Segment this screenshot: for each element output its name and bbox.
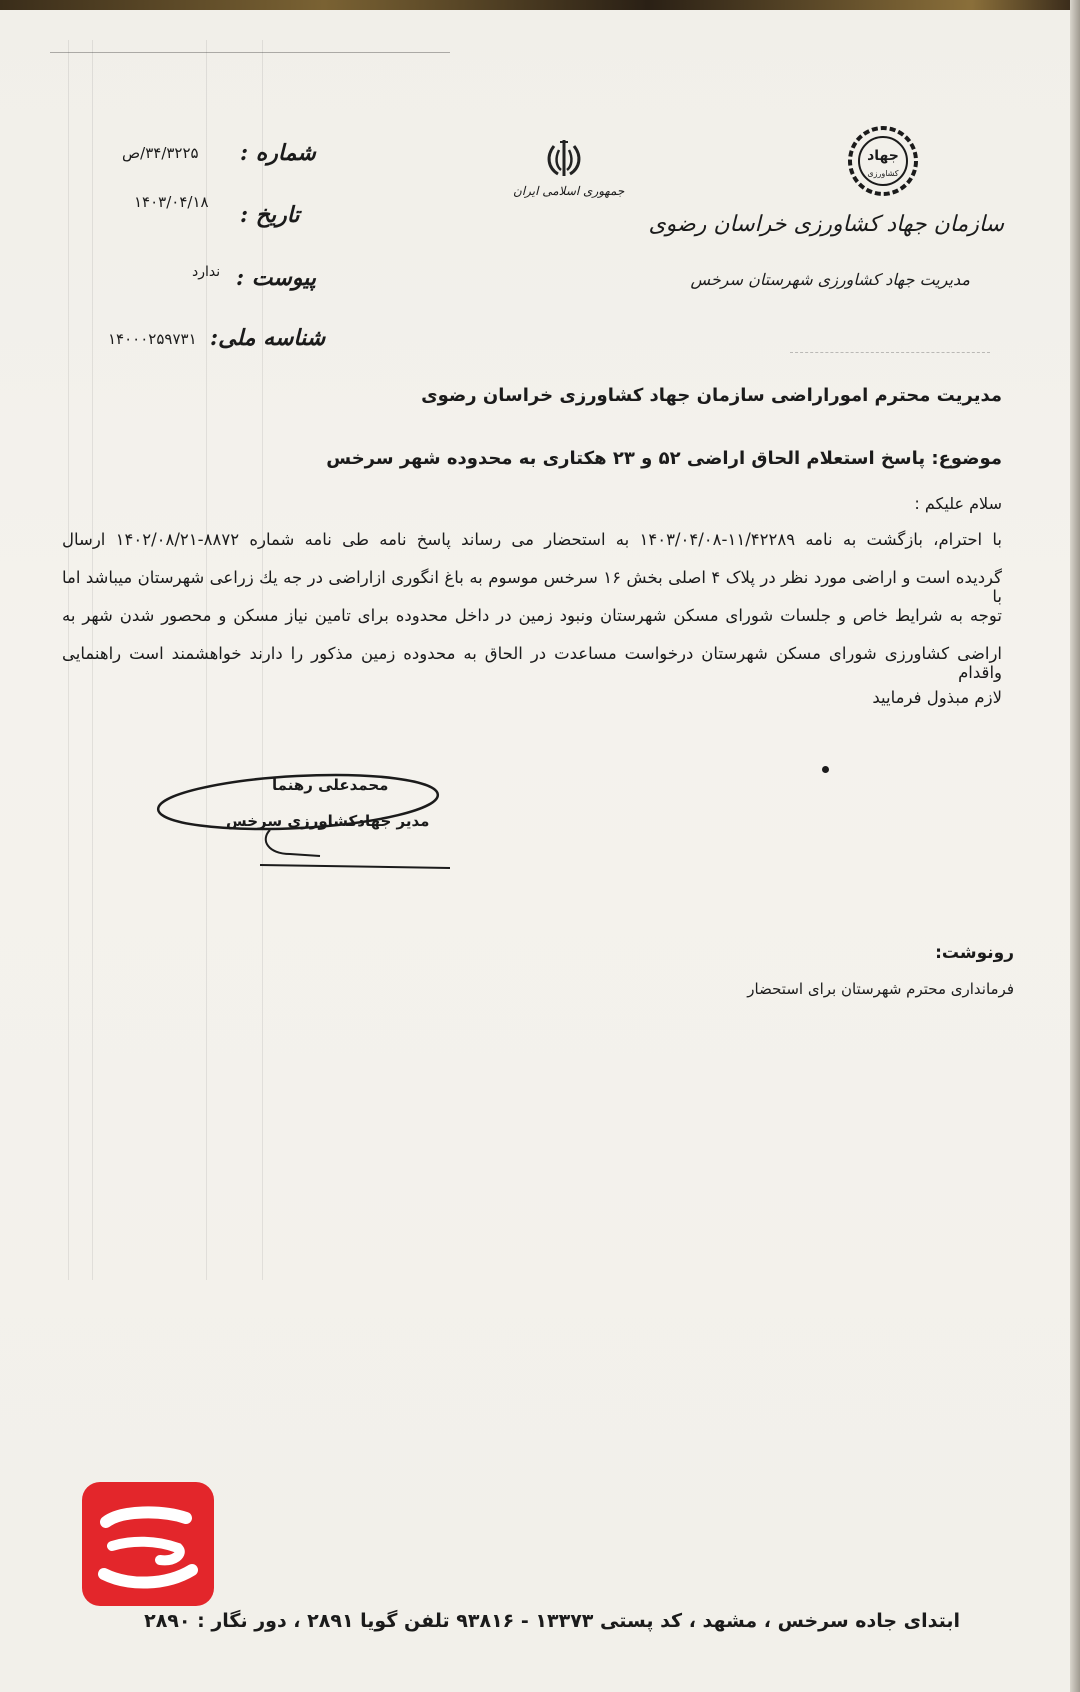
header-rule [50, 52, 450, 53]
svg-text:جهاد: جهاد [867, 148, 899, 164]
jahad-logo-icon [846, 124, 920, 198]
date-value: ۱۴۰۳/۰۴/۱۸ [134, 193, 209, 211]
org-name: سازمان جهاد کشاورزی خراسان رضوی [648, 212, 1004, 237]
number-value: ۳۴/۳۲۲۵/ص [122, 144, 199, 162]
cc-label: رونوشت: [935, 943, 1014, 963]
svg-text:کشاورزی: کشاورزی [867, 169, 899, 178]
org-subunit: مدیریت جهاد کشاورزی شهرستان سرخس [690, 270, 970, 289]
cc-recipient: فرمانداری محترم شهرستان برای استحضار [747, 980, 1014, 998]
number-label: شماره : [240, 140, 316, 166]
divider [790, 352, 990, 354]
body-line: اراضی کشاورزی شورای مسکن شهرستان درخواست مساعدت در الحاق به محدوده زمین مذکور را دارند خواهشمند است راهنمایی واقدام [62, 644, 1002, 682]
subject: موضوع: پاسخ استعلام الحاق اراضی ۵۲ و ۲۳ هکتاری به محدوده شهر سرخس [326, 448, 1002, 469]
svg-text:صبح: صبح [147, 1600, 149, 1601]
attachment-value: ندارد [192, 264, 221, 280]
body-line: توجه به شرایط خاص و جلسات شورای مسکن شهرستان ونبود زمین در داخل محدوده برای تامین نیاز مسکن و محصور شدن شهر به [62, 606, 1002, 625]
date-label: تاریخ : [240, 202, 300, 228]
scan-right-edge [1070, 0, 1080, 1692]
greeting: سلام علیکم : [914, 494, 1002, 513]
iran-emblem-icon [540, 134, 588, 182]
ink-dot [822, 766, 829, 773]
national-id-label: شناسه ملی: [210, 325, 326, 351]
footer-address: ابتدای جاده سرخس ، مشهد ، کد پستی ۱۳۳۷۳ - ۹۳۸۱۶ تلفن گویا ۲۸۹۱ ، دور نگار : ۲۸۹۰ [144, 1610, 960, 1632]
signer-name: محمدعلی رهنما [272, 776, 389, 794]
scan-top-edge [0, 0, 1080, 10]
body-last-line: لازم مبذول فرمایید [872, 688, 1002, 707]
emblem-caption: جمهوری اسلامی ایران [513, 184, 625, 198]
national-id-value: ۱۴۰۰۰۲۵۹۷۳۱ [108, 330, 197, 348]
recipient: مدیریت محترم اموراراضی سازمان جهاد کشاورزی خراسان رضوی [421, 385, 1002, 406]
body-line: با احترام، بازگشت به نامه ۱۱/۴۲۲۸۹-۱۴۰۳/۰۴/۰۸ به استحضار می رساند پاسخ نامه طی نامه شماره ۸۸۷۲-۱۴۰۲/۰۸/۲۱ ارسال [62, 530, 1002, 549]
attachment-label: پیوست : [236, 265, 316, 291]
body-line: گردیده است و اراضی مورد نظر در پلاک ۴ اصلی بخش ۱۶ سرخس موسوم به باغ انگوری ازاراضی در جه یك زراعی شهرستان میباشد اما با [62, 568, 1003, 606]
signer-title: مدیر جهادکشاورزی سرخس [226, 812, 430, 830]
sobh-logo-watermark [82, 1482, 214, 1606]
